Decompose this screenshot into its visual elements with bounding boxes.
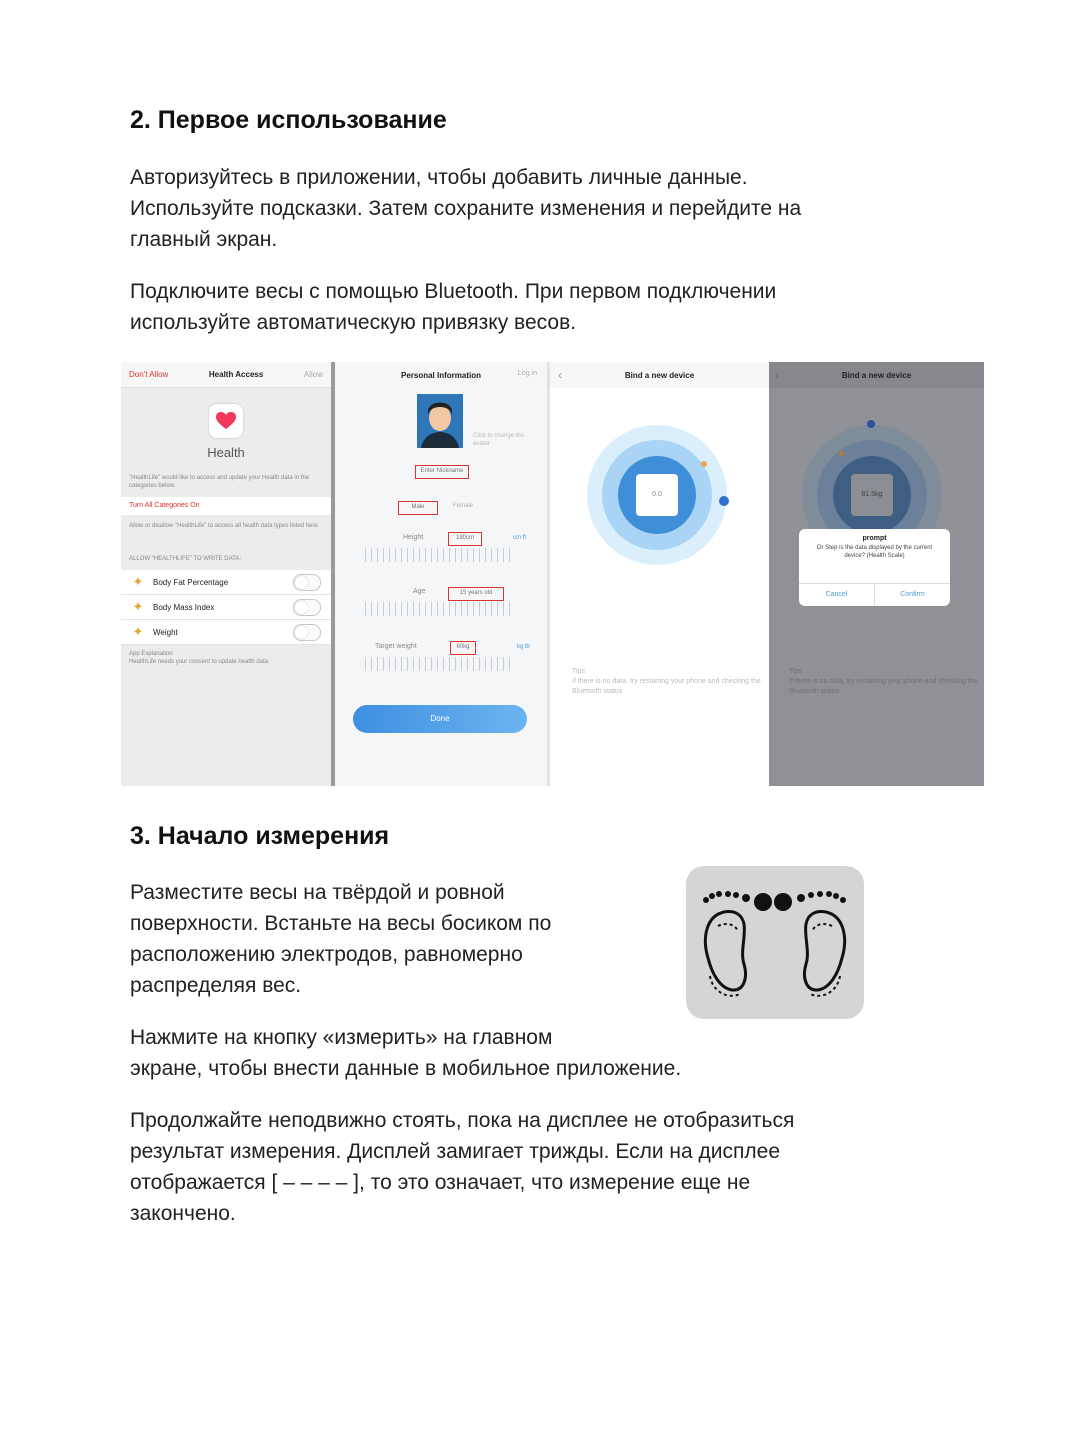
log-in-link[interactable]: Log in	[517, 370, 537, 377]
body-fat-toggle[interactable]	[293, 574, 321, 591]
scale-illustration: 0.0	[636, 474, 678, 516]
bind-nav-title: Bind a new device	[624, 370, 695, 380]
tip-text: If there is no data, try restarting your phone and checking the Bluetooth status	[789, 678, 978, 695]
paragraph-bluetooth	[130, 276, 776, 338]
health-nav-title: Health Access	[208, 370, 264, 379]
text-line: главный экран.	[130, 228, 278, 251]
paragraph-stand-still	[130, 1105, 794, 1229]
person-icon: ✦	[132, 624, 144, 639]
height-label: Height	[403, 534, 424, 541]
target-weight-ruler-slider[interactable]	[365, 657, 515, 671]
footprints-illustration	[686, 866, 864, 1019]
weight-unit-toggle[interactable]: kg lb	[517, 644, 530, 650]
orbit-dot-blue	[719, 496, 729, 506]
dialog-actions	[799, 583, 950, 606]
permission-label: Body Mass Index	[153, 602, 215, 612]
text-line: Нажмите на кнопку «измерить» на главном	[130, 1026, 553, 1049]
heart-icon	[216, 412, 236, 430]
app-explanation	[129, 650, 323, 666]
section-title-first-use: 2. Первое использование	[130, 106, 447, 134]
health-nav-bar	[121, 362, 331, 388]
permission-row-bmi	[121, 595, 331, 620]
tip-title: Tips	[572, 668, 585, 675]
allow-button[interactable]: Allow	[303, 370, 323, 379]
permission-row-weight	[121, 620, 331, 645]
text-line: распределяя вес.	[130, 974, 302, 997]
dialog-title: prompt	[862, 535, 887, 542]
gender-female-radio[interactable]: Female	[453, 503, 474, 509]
text-line: закончено.	[130, 1202, 236, 1225]
section-title-start-measurement: 3. Начало измерения	[130, 822, 390, 850]
dialog-text: Or Step is the data displayed by the current device? (Health Scale)	[816, 545, 933, 559]
bind-tips	[572, 667, 762, 697]
person-icon: ✦	[132, 574, 144, 589]
tip-text: If there is no data, try restarting your phone and checking the Bluetooth status	[572, 678, 761, 695]
text-line: Подключите весы с помощью Bluetooth. При первом подключении	[130, 280, 777, 303]
back-arrow-icon[interactable]: ‹	[775, 368, 779, 382]
health-app-name: Health	[207, 445, 245, 460]
gender-male-radio[interactable]: Male	[398, 501, 438, 515]
paragraph-place-scale	[130, 877, 551, 1001]
prompt-nav-title: Bind a new device	[841, 370, 912, 380]
bind-nav-bar	[550, 362, 769, 388]
bind-prompt-screen	[769, 362, 984, 786]
age-ruler-slider[interactable]	[365, 602, 515, 616]
orbit-dot-orange	[839, 451, 844, 456]
avatar[interactable]	[417, 394, 463, 448]
height-unit-toggle[interactable]: cm ft	[513, 535, 526, 541]
prompt-dialog	[799, 529, 950, 606]
paragraph-press-measure	[130, 1022, 681, 1084]
text-line: Авторизуйтесь в приложении, чтобы добавить личные данные.	[130, 166, 748, 189]
text-line: поверхности. Встаньте на весы босиком по	[130, 912, 552, 935]
target-weight-value: 60kg	[450, 641, 476, 655]
dont-allow-button[interactable]: Don't Allow	[129, 370, 169, 379]
bind-device-screen	[550, 362, 769, 786]
back-arrow-icon[interactable]: ‹	[558, 368, 562, 382]
allow-write-header: ALLOW "HEALTHLIFE" TO WRITE DATA:	[129, 556, 242, 562]
cancel-button[interactable]: Cancel	[799, 584, 875, 606]
scale-illustration: 81.5kg	[851, 474, 893, 516]
explanation-text: HealthLife needs your consent to update health data	[129, 659, 269, 665]
person-icon	[417, 394, 463, 448]
health-description: "HealthLife" would like to access and update your Health data in the categories below.	[129, 475, 310, 489]
weight-toggle[interactable]	[293, 624, 321, 641]
footprints-icon	[686, 866, 864, 1019]
turn-all-categories-on-button[interactable]: Turn All Categories On	[121, 497, 331, 515]
orbit-dot-blue	[867, 420, 875, 428]
explanation-title: App Explanation	[129, 651, 173, 657]
target-weight-label: Target weight	[375, 643, 417, 650]
personal-info-screen	[335, 362, 550, 786]
text-line: Разместите весы на твёрдой и ровной	[130, 881, 505, 904]
done-button[interactable]: Done	[353, 705, 527, 733]
paragraph-authorize	[130, 162, 801, 255]
height-value: 180cm	[448, 532, 482, 546]
permission-label: Weight	[153, 627, 178, 637]
health-app-icon	[209, 404, 243, 438]
age-label: Age	[413, 588, 426, 595]
health-allow-note: Allow or disallow "HealthLife" to access all health data types listed here.	[129, 523, 320, 529]
prompt-tips	[789, 667, 979, 697]
text-line: используйте автоматическую привязку весов.	[130, 311, 577, 334]
text-line: Используйте подсказки. Затем сохраните изменения и перейдите на	[130, 197, 802, 220]
text-line: Продолжайте неподвижно стоять, пока на дисплее не отобразиться	[130, 1109, 795, 1132]
permission-row-body-fat	[121, 570, 331, 595]
text-line: расположению электродов, равномерно	[130, 943, 523, 966]
confirm-button[interactable]: Confirm	[900, 591, 925, 598]
personal-nav-title: Personal Information	[400, 370, 481, 380]
avatar-hint: Click to change the avatar	[473, 433, 525, 447]
text-line: результат измерения. Дисплей замигает трижды. Если на дисплее	[130, 1140, 781, 1163]
tip-title: Tips	[789, 668, 802, 675]
text-line: экране, чтобы внести данные в мобильное приложение.	[130, 1057, 682, 1080]
app-screenshots-strip	[121, 362, 984, 786]
permission-label: Body Fat Percentage	[153, 577, 229, 587]
person-icon: ✦	[132, 599, 144, 614]
text-line: отображается [ – – – – ], то это означает, что измерение еще не	[130, 1171, 751, 1194]
health-access-screen	[121, 362, 335, 786]
nickname-input[interactable]: Enter Nickname	[415, 465, 469, 479]
prompt-nav-bar	[769, 362, 984, 388]
orbit-dot-orange	[701, 461, 707, 467]
age-value: 15 years old	[448, 587, 504, 601]
height-ruler-slider[interactable]	[365, 548, 515, 562]
personal-nav-bar	[335, 362, 547, 388]
bmi-toggle[interactable]	[293, 599, 321, 616]
